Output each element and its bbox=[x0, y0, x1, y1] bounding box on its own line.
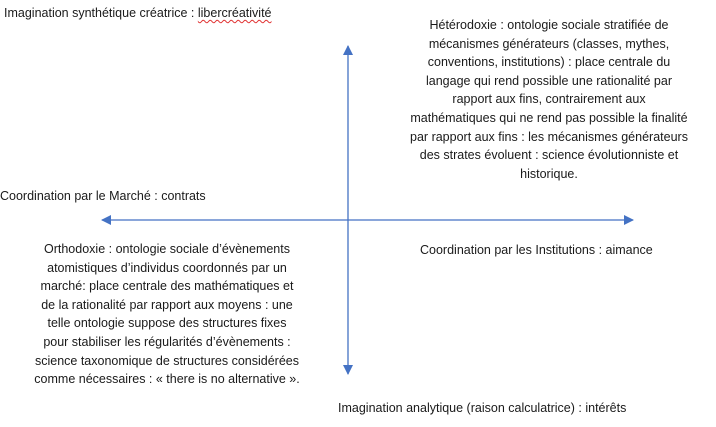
top-axis-label bbox=[4, 4, 272, 22]
orthodoxie-text bbox=[2, 240, 332, 389]
heterodoxie-line: par rapport aux fins : les mécanismes générateurs bbox=[410, 129, 688, 144]
heterodoxie-line: langage qui rend possible une rationalité par bbox=[425, 73, 672, 88]
orthodoxie-line: telle ontologie suppose des structures fixes bbox=[47, 316, 287, 331]
heterodoxie-text bbox=[384, 16, 714, 183]
heterodoxie-line: rapport aux fins, contrairement aux bbox=[452, 92, 646, 107]
heterodoxie-line: historique. bbox=[520, 166, 578, 181]
orthodoxie-line: science taxonomique de structures considérées bbox=[34, 353, 300, 368]
heterodoxie-line: mécanismes générateurs (classes, mythes, bbox=[428, 36, 670, 51]
heterodoxie-line: Hétérodoxie : ontologie sociale stratifiée de bbox=[429, 18, 669, 32]
heterodoxie-line: mathématiques qui ne rend pas possible la finalité bbox=[410, 110, 688, 125]
top-axis-label-word: libercréativité bbox=[197, 6, 272, 20]
heterodoxie-line: des strates évoluent : science évolutionniste et bbox=[419, 148, 679, 163]
orthodoxie-line: de la rationalité par rapport aux moyens : une bbox=[41, 297, 293, 312]
top-axis-label-prefix: Imagination synthétique créatrice : bbox=[4, 6, 198, 20]
orthodoxie-line: Orthodoxie : ontologie sociale d’évènements bbox=[44, 242, 290, 256]
orthodoxie-line: atomistiques d’individus coordonnés par un bbox=[47, 260, 287, 275]
left-axis-label: Coordination par le Marché : contrats bbox=[0, 189, 206, 203]
heterodoxie-line: conventions, institutions) : place centrale du bbox=[427, 55, 671, 70]
orthodoxie-line: marché: place centrale des mathématiques et bbox=[40, 279, 294, 294]
orthodoxie-line: pour stabiliser les régularités d’évènements : bbox=[43, 334, 291, 349]
bottom-axis-label: Imagination analytique (raison calculatrice) : intérêts bbox=[338, 401, 627, 415]
orthodoxie-line: comme nécessaires : « there is no alternative ». bbox=[34, 372, 300, 387]
right-axis-label: Coordination par les Institutions : aimance bbox=[420, 243, 653, 257]
